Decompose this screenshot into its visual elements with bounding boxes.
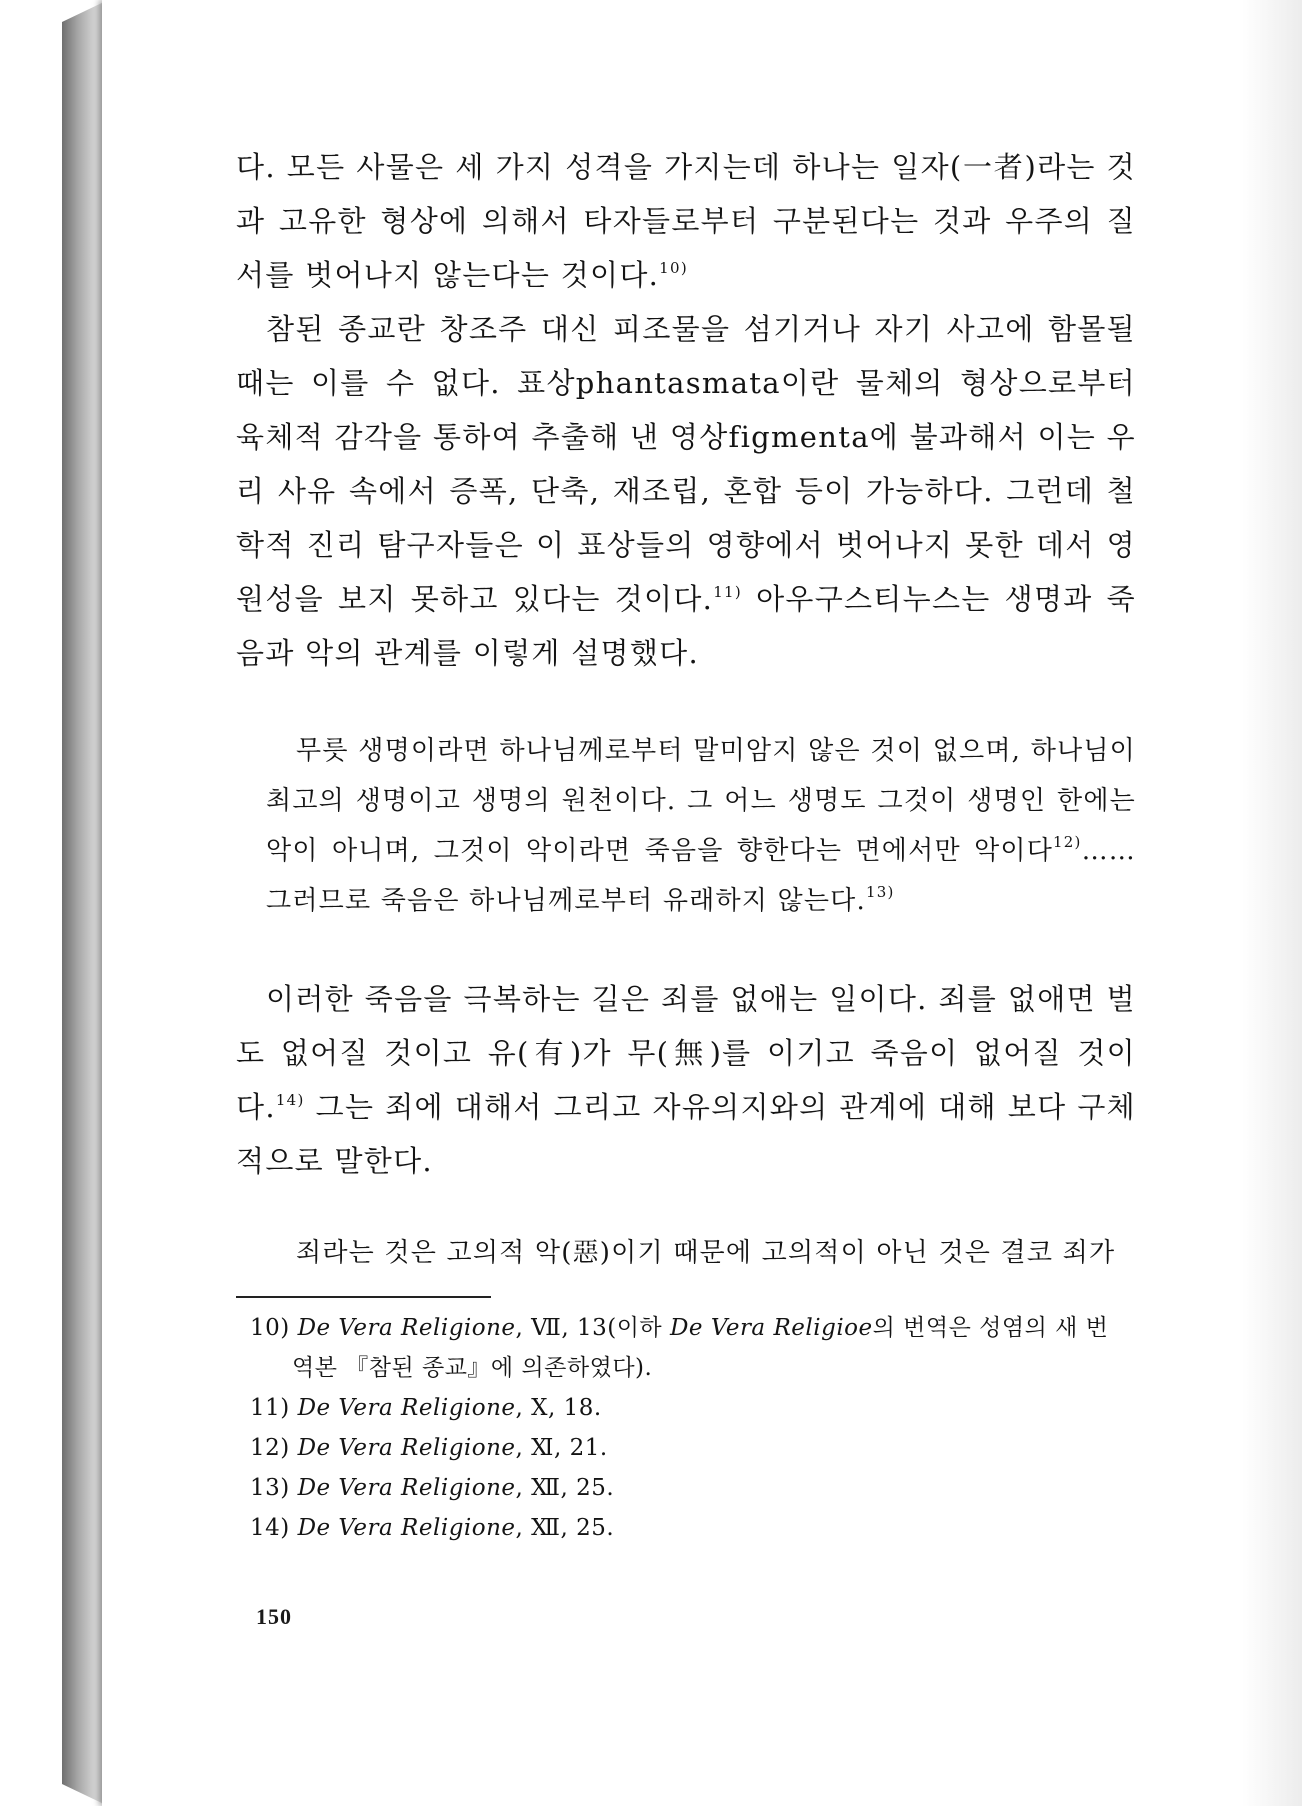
page-number: 150 bbox=[256, 1604, 292, 1629]
paragraph-1: 다. 모든 사물은 세 가지 성격을 가지는데 하나는 일자(一者)라는 것과 고유한 형상에 의해서 타자들로부터 구분된다는 것과 우주의 질서를 벗어나지 않는다는 것이다.$^{10)}$ bbox=[236, 150, 1136, 292]
paragraph-2: 참된 종교란 창조주 대신 피조물을 섬기거나 자기 사고에 함몰될 때는 이를 수 없다. 표상phantasmata이란 물체의 형상으로부터 육체적 감각을 통하여 추출해 낸 영상figmenta에 불과해서 이는 우리 사유 속에서 증폭, 단축, 재조립, 혼합 등이 가능하다. 그런데 철학적 진리 탐구자들은 이 표상들의 영향에서 벗어나지 못한 데서 영원성을 보지 못하고 있다는 것이다.$^{11)}$ 아우구스티누스는 생명과 죽음과 악의 관계를 이렇게 설명했다. bbox=[236, 312, 1136, 670]
footnote-divider bbox=[236, 1296, 491, 1298]
footnote-10: 10) De Vera Religione, Ⅶ, 13(이하 De Vera Religioe의 번역은 성염의 새 번 역본 『참된 종교』에 의존하였다). bbox=[250, 1315, 1109, 1381]
footnote-ref-11[interactable]: 11) bbox=[713, 583, 743, 601]
page-content bbox=[236, 140, 1136, 1548]
page-right-shade bbox=[1242, 0, 1302, 1806]
footnote-ref-14[interactable]: 14) bbox=[275, 1091, 305, 1109]
block-quote-1: 무릇 생명이라면 하나님께로부터 말미암지 않은 것이 없으며, 하나님이 최고의 생명이고 생명의 원천이다. 그 어느 생명도 그것이 생명인 한에는 악이 아니며, 그것이 악이라면 죽음을 향한다는 면에서만 악이다$^{12)}$…… 그러므로 죽음은 하나님께로부터 유래하지 않는다.$^{13)}$ bbox=[266, 736, 1136, 916]
footnote-ref-12[interactable]: 12) bbox=[1053, 833, 1082, 851]
paragraph-3: 이러한 죽음을 극복하는 길은 죄를 없애는 일이다. 죄를 없애면 벌도 없어질 것이고 유(有)가 무(無)를 이기고 죽음이 없어질 것이다.$^{14)}$ 그는 죄에 대해서 그리고 자유의지와의 관계에 대해 보다 구체적으로 말한다. bbox=[236, 982, 1136, 1178]
footnote-11: 11) De Vera Religione, Ⅹ, 18. bbox=[250, 1395, 602, 1421]
footnote-12: 12) De Vera Religione, Ⅺ, 21. bbox=[250, 1435, 608, 1461]
footnote-ref-10[interactable]: 10) bbox=[659, 259, 688, 277]
footnote-14: 14) De Vera Religione, Ⅻ, 25. bbox=[250, 1515, 615, 1541]
footnote-ref-13[interactable]: 13) bbox=[865, 883, 895, 901]
block-quote-2: 죄라는 것은 고의적 악(惡)이기 때문에 고의적이 아닌 것은 결코 죄가 bbox=[296, 1238, 1116, 1268]
footnote-13: 13) De Vera Religione, Ⅻ, 25. bbox=[250, 1475, 615, 1501]
